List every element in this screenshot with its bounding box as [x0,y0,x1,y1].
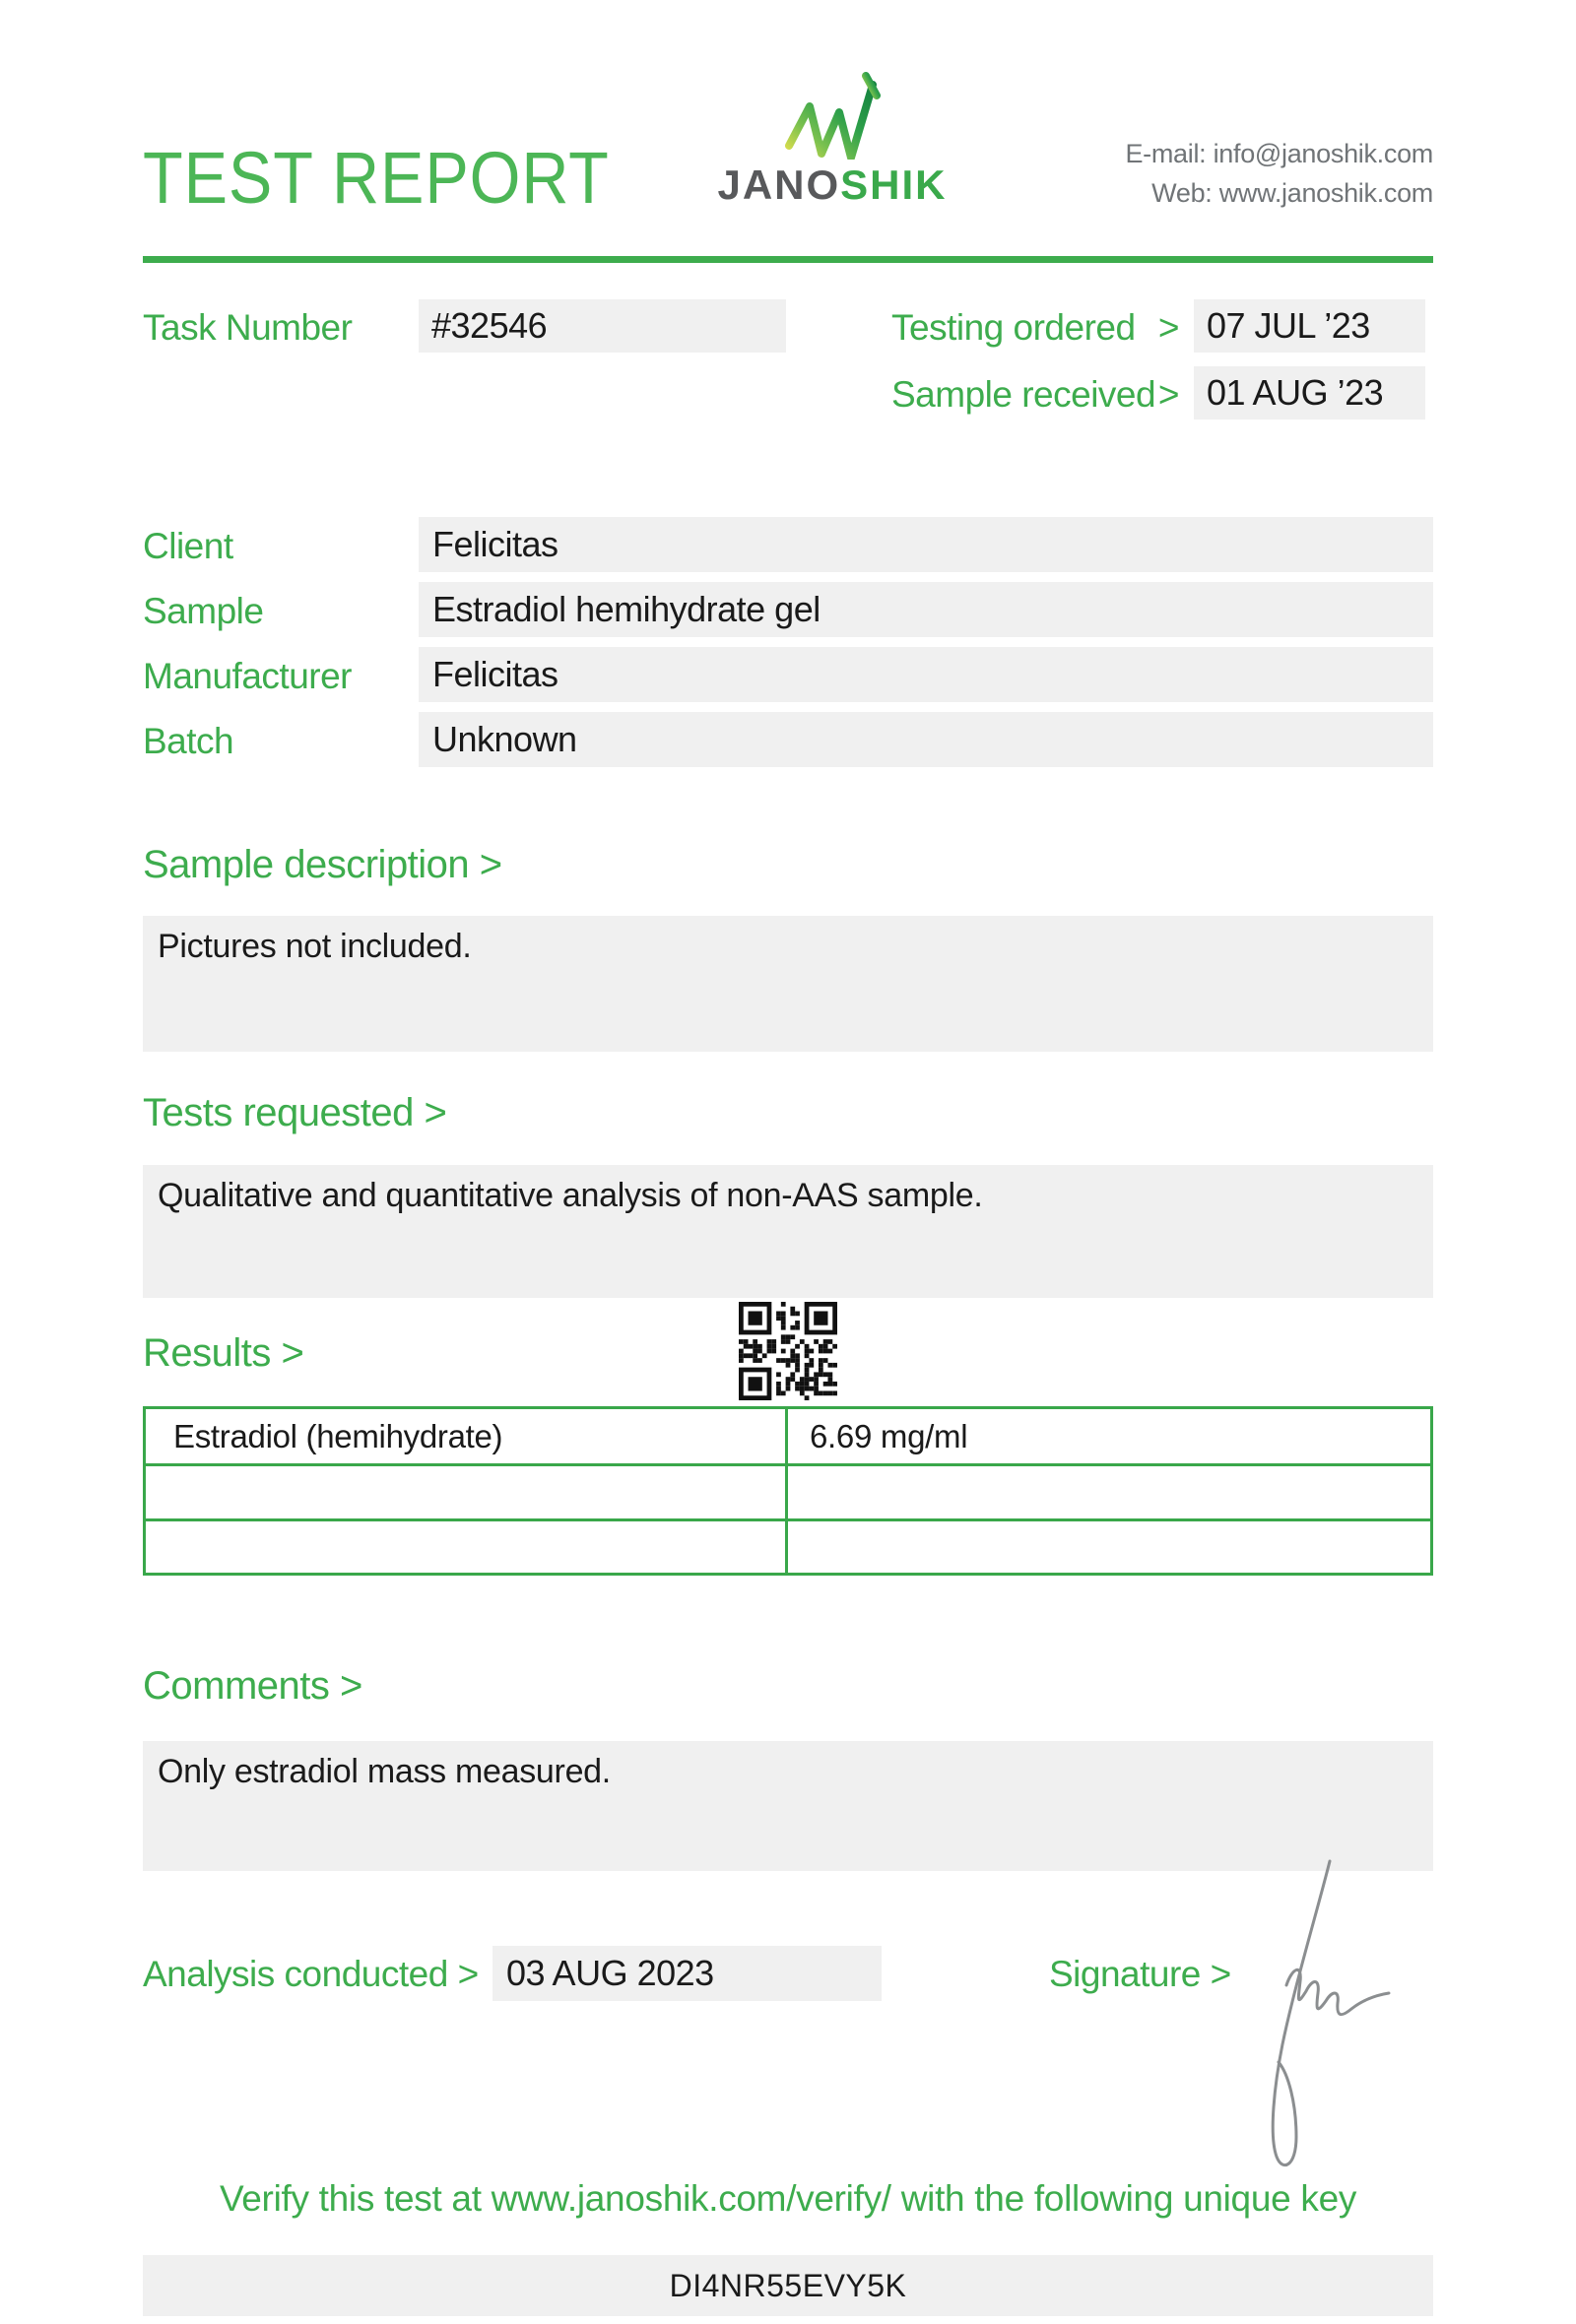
task-number-value: #32546 [419,299,786,353]
analysis-conducted-label: Analysis conducted > [143,1954,479,1994]
results-heading: Results > [143,1331,304,1375]
detail-row-client [0,517,1576,572]
comments-heading: Comments > [143,1664,362,1708]
email-value: info@janoshik.com [1213,139,1433,168]
result-value-cell-empty [788,1518,1430,1573]
page-title: TEST REPORT [143,137,610,219]
web-label: Web: [1151,178,1213,208]
manufacturer-value: Felicitas [419,647,1433,702]
detail-row-batch [0,712,1576,767]
handwritten-signature [1239,1840,1407,2179]
chevron-right-icon: > [1157,307,1179,348]
brand-name-jano: JANO [717,161,841,208]
contact-web-line [1125,173,1433,213]
trend-chart-icon [783,69,882,160]
manufacturer-label: Manufacturer [143,656,352,696]
testing-ordered-value: 07 JUL ’23 [1194,299,1425,353]
sample-label: Sample [143,591,264,631]
brand-name-shik: SHIK [840,161,948,208]
email-label: E-mail: [1125,139,1207,168]
client-label: Client [143,526,233,566]
comments-body: Only estradiol mass measured. [143,1741,1433,1871]
detail-row-sample [0,582,1576,637]
sample-received-value: 01 AUG ’23 [1194,366,1425,420]
result-analyte-cell: Estradiol (hemihydrate) [146,1409,788,1463]
sample-description-heading: Sample description > [143,843,502,886]
testing-ordered-label [891,307,1179,349]
task-number-label: Task Number [143,307,353,348]
client-value: Felicitas [419,517,1433,572]
web-value: www.janoshik.com [1218,178,1433,208]
signature-label: Signature > [1049,1954,1231,1994]
sample-value: Estradiol hemihydrate gel [419,582,1433,637]
brand-name [704,161,960,209]
sample-received-label [891,374,1179,416]
batch-label: Batch [143,721,234,761]
contact-email-line [1125,134,1433,173]
qr-code [739,1302,837,1400]
tests-requested-heading: Tests requested > [143,1091,447,1134]
verify-instruction: Verify this test at www.janoshik.com/verify/ with the following unique key [219,2178,1357,2219]
result-analyte-cell-empty [146,1463,788,1517]
testing-ordered-text: Testing ordered [891,307,1136,348]
brand-logo [704,69,960,209]
detail-row-manufacturer [0,647,1576,702]
result-analyte-cell-empty [146,1518,788,1573]
header-divider [143,256,1433,263]
contact-info [1125,134,1433,213]
results-table [143,1406,1433,1576]
result-value-cell: 6.69 mg/ml [810,1417,968,1454]
sample-received-text: Sample received [891,374,1156,415]
sample-description-body: Pictures not included. [143,916,1433,1052]
result-value-cell-empty [788,1463,1430,1517]
analysis-conducted-value: 03 AUG 2023 [492,1946,882,2001]
tests-requested-body: Qualitative and quantitative analysis of non-AAS sample. [143,1165,1433,1298]
chevron-right-icon: > [1157,374,1179,415]
batch-value: Unknown [419,712,1433,767]
unique-key: DI4NR55EVY5K [143,2255,1433,2316]
